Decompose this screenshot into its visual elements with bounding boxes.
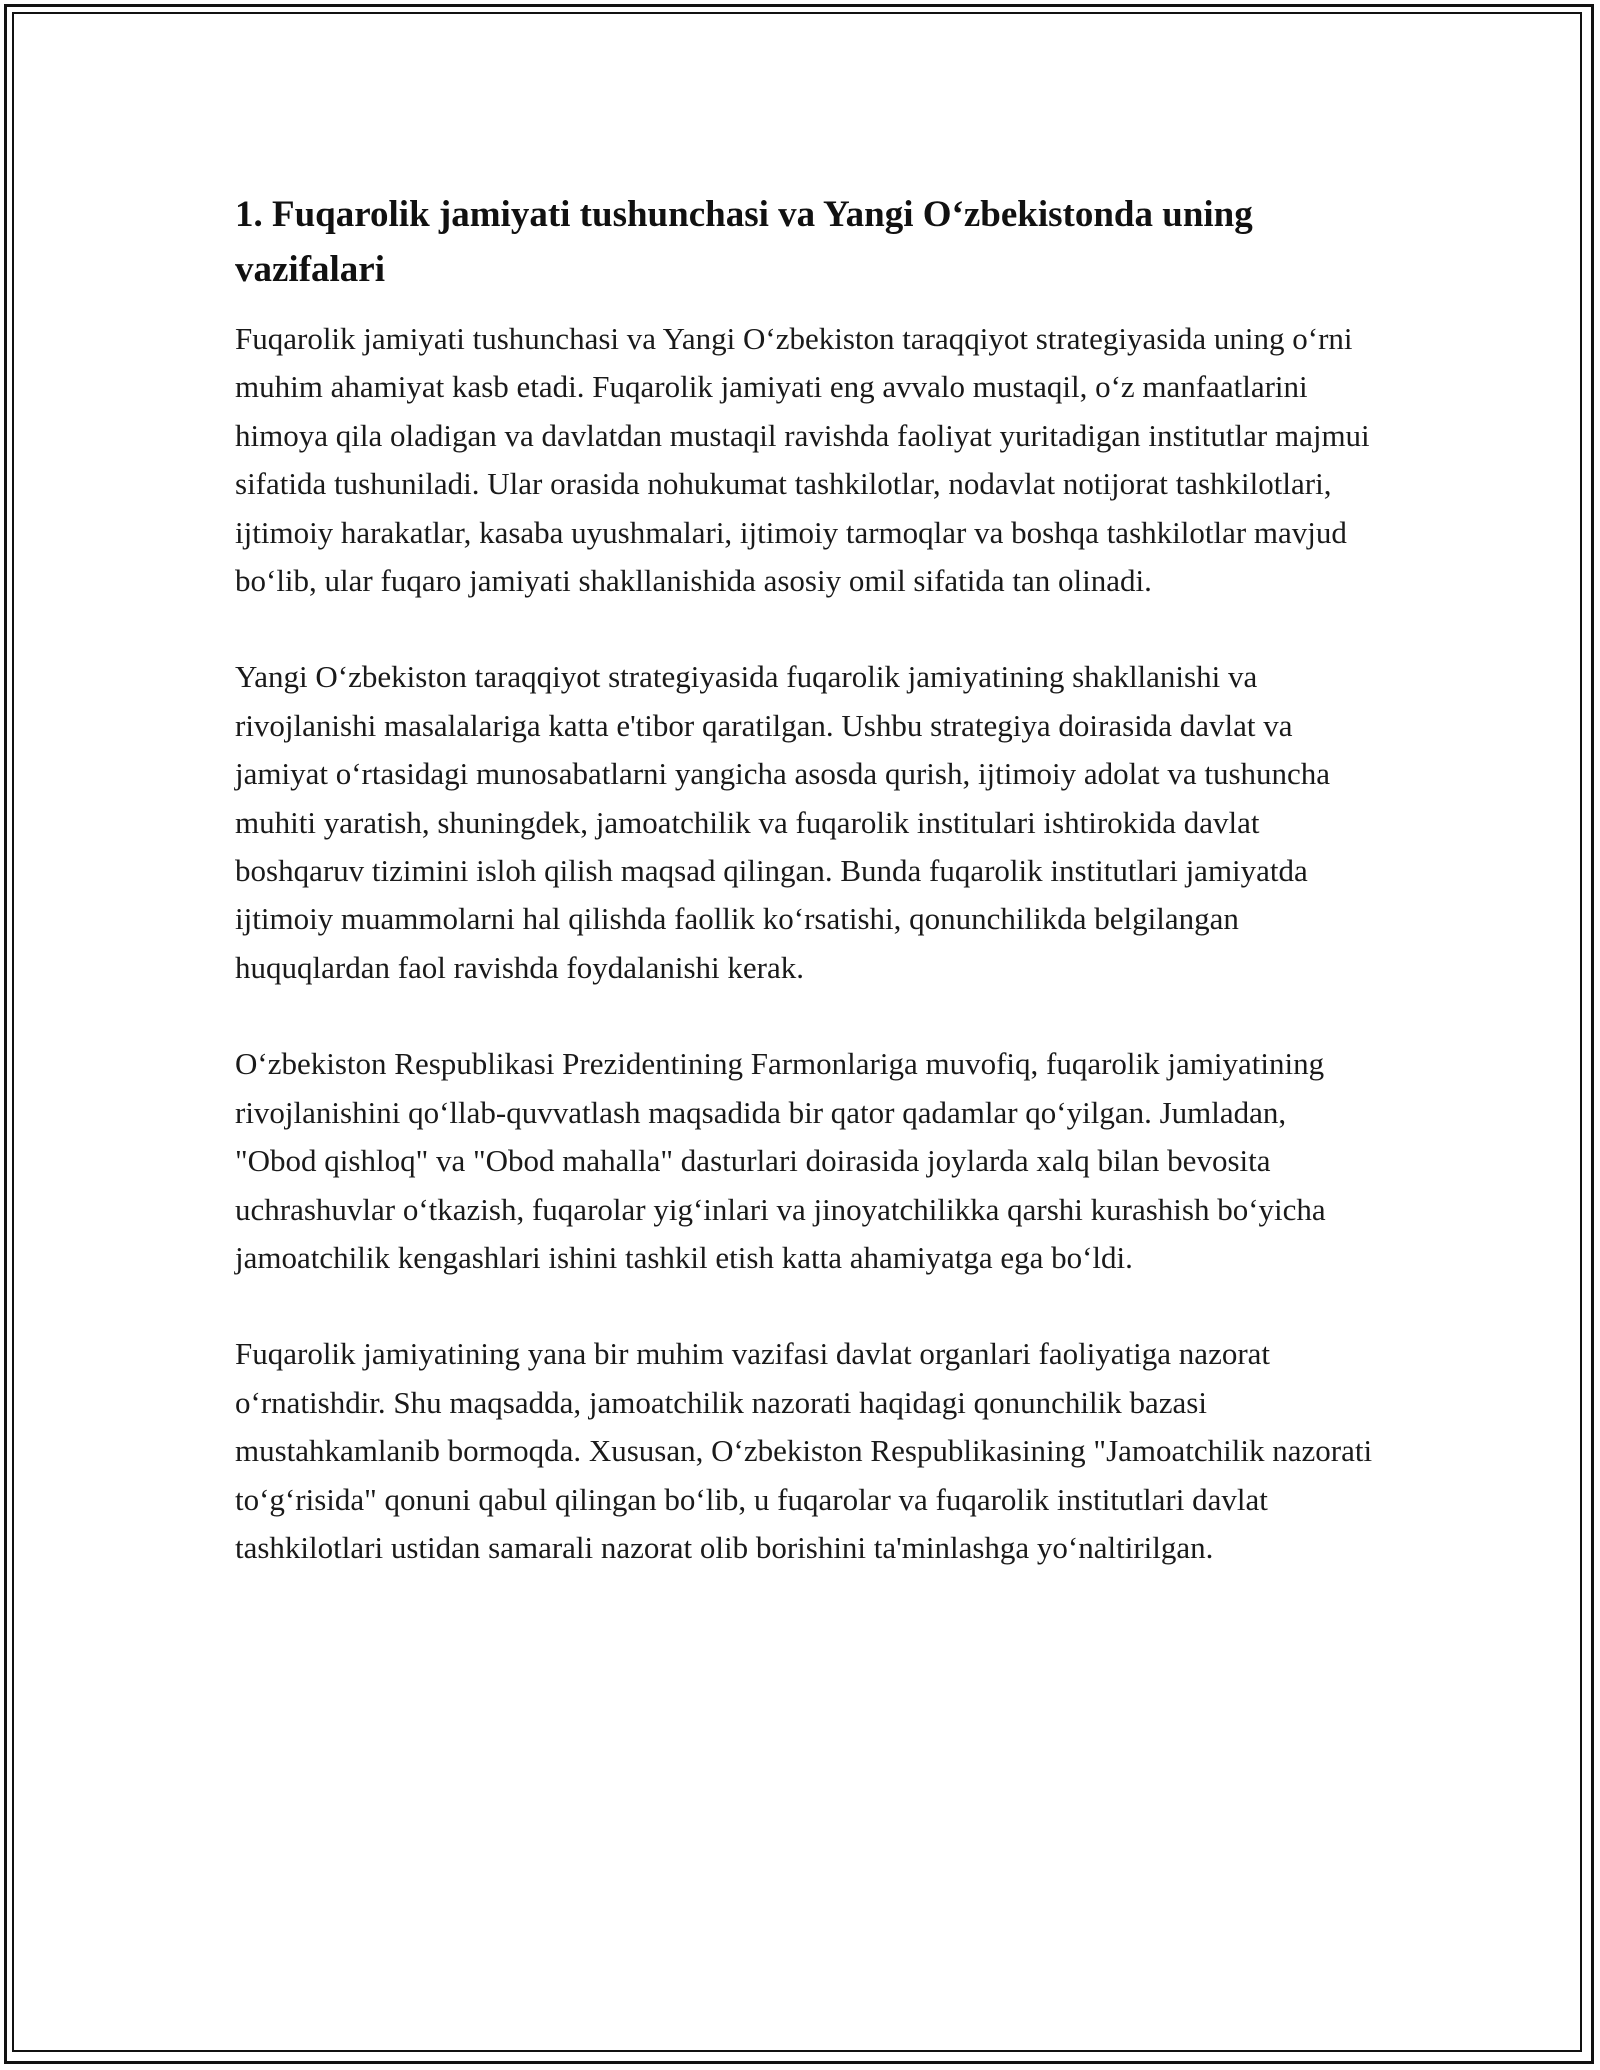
section-heading: 1. Fuqarolik jamiyati tushunchasi va Yangi O‘zbekistonda uning vazifalari [235, 194, 1253, 290]
paragraph-4: Fuqarolik jamiyatining yana bir muhim vazifasi davlat organlari faoliyatiga nazorat o‘rnatishdir. Shu maqsadda, jamoatchilik nazorati haqidagi qonunchilik bazasi mustahkamlanib bormoqda. Xususan, O‘zbekiston Respublikasining "Jamoatchilik nazorati to‘g‘risida" qonuni qabul qilingan bo‘lib, u fuqarolar va fuqarolik institutlari davlat tashkilotlari ustidan samarali nazorat olib borishini ta'minlashga yo‘naltirilgan. [235, 1336, 1373, 1565]
document-body [235, 187, 1375, 1620]
paragraph-2: Yangi O‘zbekiston taraqqiyot strategiyasida fuqarolik jamiyatining shakllanishi va rivojlanishi masalalariga katta e'tibor qaratilgan. Ushbu strategiya doirasida davlat va jamiyat o‘rtasidagi munosabatlarni yangicha asosda qurish, ijtimoiy adolat va tushuncha muhiti yaratish, shuningdek, jamoatchilik va fuqarolik institulari ishtirokida davlat boshqaruv tizimini isloh qilish maqsad qilingan. Bunda fuqarolik institutlari jamiyatda ijtimoiy muammolarni hal qilishda faollik ko‘rsatishi, qonunchilikda belgilangan huquqlardan faol ravishda foydalanishi kerak. [235, 659, 1331, 985]
paragraph-3: O‘zbekiston Respublikasi Prezidentining Farmonlariga muvofiq, fuqarolik jamiyatining rivojlanishini qo‘llab-quvvatlash maqsadida bir qator qadamlar qo‘yilgan. Jumladan, "Obod qishloq" va "Obod mahalla" dasturlari doirasida joylarda xalq bilan bevosita uchrashuvlar o‘tkazish, fuqarolar yig‘inlari va jinoyatchilikka qarshi kurashish bo‘yicha jamoatchilik kengashlari ishini tashkil etish katta ahamiyatga ega bo‘ldi. [235, 1046, 1326, 1275]
paragraph-1: Fuqarolik jamiyati tushunchasi va Yangi O‘zbekiston taraqqiyot strategiyasida uning o‘rni muhim ahamiyat kasb etadi. Fuqarolik jamiyati eng avvalo mustaqil, o‘z manfaatlarini himoya qila oladigan va davlatdan mustaqil ravishda faoliyat yuritadigan institutlar majmui sifatida tushuniladi. Ular orasida nohukumat tashkilotlar, nodavlat notijorat tashkilotlari, ijtimoiy harakatlar, kasaba uyushmalari, ijtimoiy tarmoqlar va boshqa tashkilotlar mavjud bo‘lib, ular fuqaro jamiyati shakllanishida asosiy omil sifatida tan olinadi. [235, 321, 1370, 599]
